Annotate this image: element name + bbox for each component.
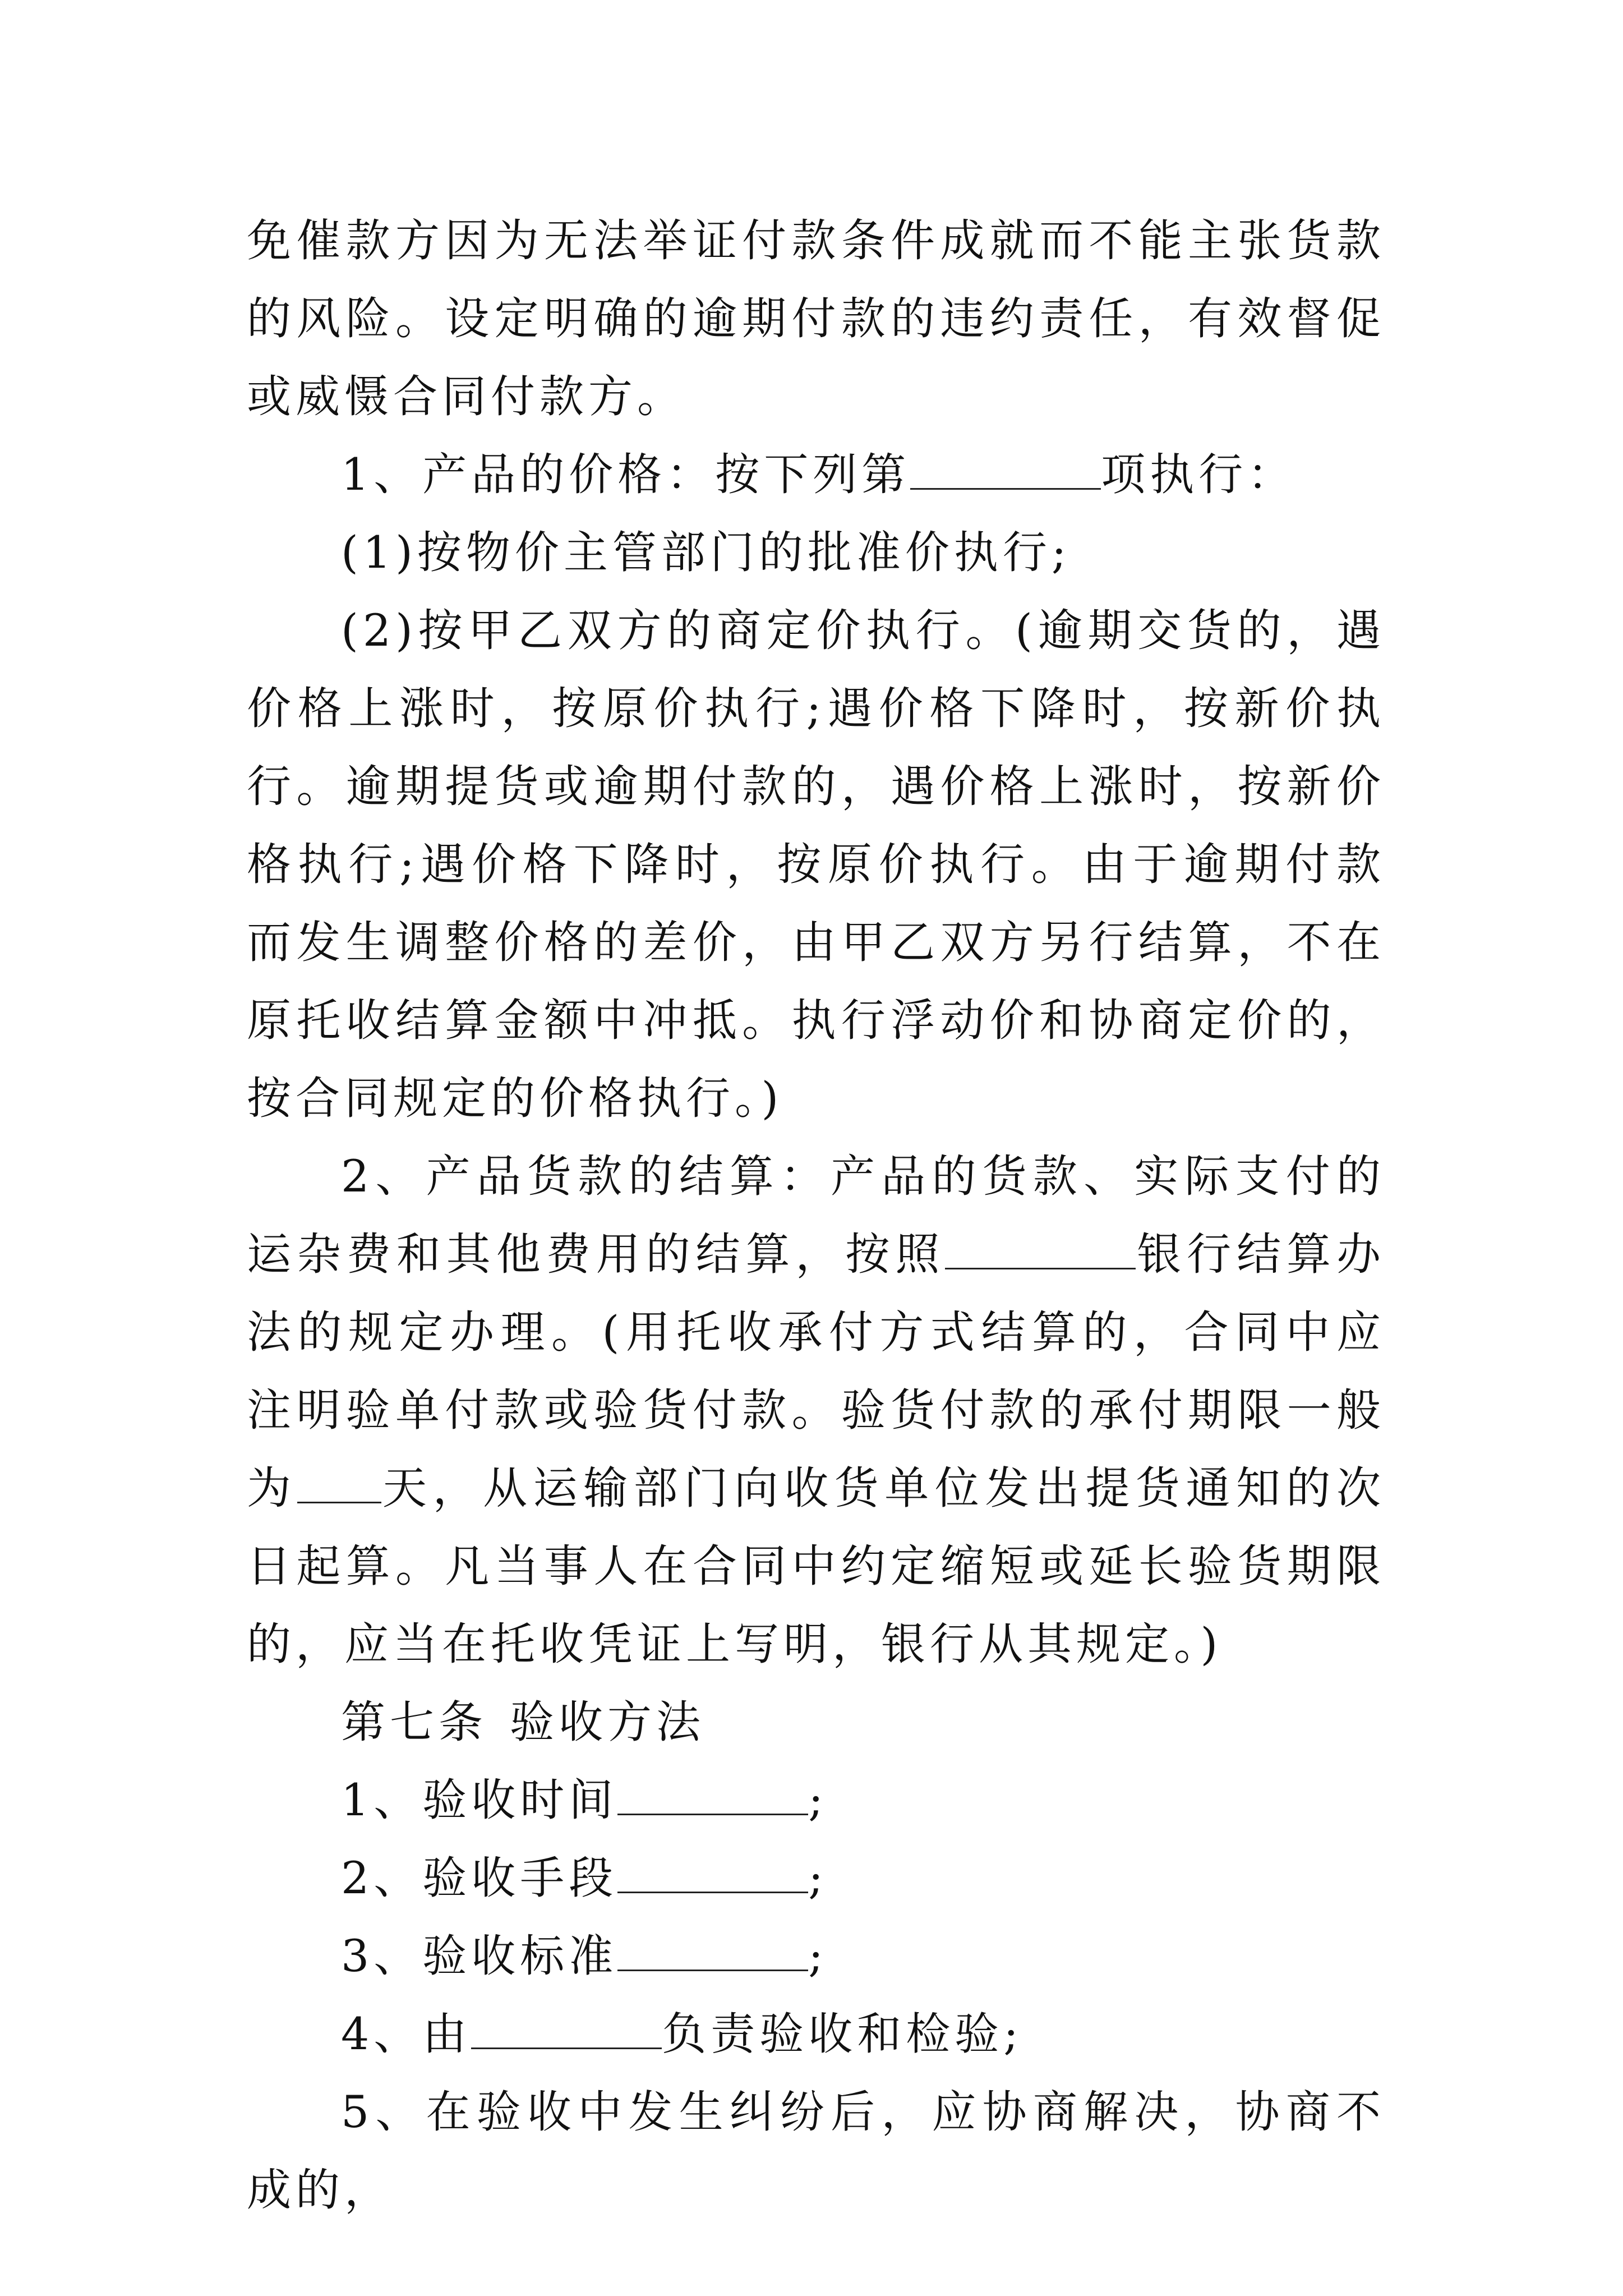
price-clause-suffix: 项执行： [1101, 449, 1297, 500]
acceptance-time-item [247, 1761, 1385, 1839]
price-clause-label: 1、产品的价格：按下列第 [341, 449, 911, 500]
intro-text: 免催款方因为无法举证付款条件成就而不能主张货款的风险。设定明确的逾期付款的违约责任，有效督促或威慑合同付款方。 [247, 215, 1385, 422]
acceptance-responsible-item [247, 1995, 1385, 2073]
price-option-1-text: (1)按物价主管部门的批准价执行; [341, 527, 1071, 578]
price-option-blank[interactable] [910, 449, 1101, 490]
article-7-heading [247, 1683, 1385, 1761]
settlement-text-end: 天，从运输部门向收货单位发出提货通知的次日起算。凡当事人在合同中约定缩短或延长验货期限的，应当在托收凭证上写明，银行从其规定。) [247, 1462, 1386, 1670]
price-option-2-text: (2)按甲乙双方的商定价执行。(逾期交货的，遇价格上涨时，按原价执行;遇价格下降时，按新价执行。逾期提货或逾期付款的，遇价格上涨时，按新价格执行;遇价格下降时，按原价执行。由于逾期付款而发生调整价格的差价，由甲乙双方另行结算，不在原托收结算金额中冲抵。执行浮动价和协商定价的，按合同规定的价格执行。) [247, 605, 1385, 1124]
acceptance-means-blank[interactable] [617, 1852, 808, 1893]
settlement-text-start: 2、产品货款的结算：产品的货款、实际支付的运杂费和其他费用的结算，按照 [247, 1151, 1385, 1280]
bank-name-blank[interactable] [945, 1228, 1136, 1269]
document-body [247, 202, 1385, 2229]
acceptance-time-label: 1、验收时间 [341, 1774, 618, 1826]
acceptance-responsible-suffix: 负责验收和检验; [662, 2008, 1023, 2060]
acceptance-means-item [247, 1839, 1385, 1917]
acceptance-dispute-item [247, 2073, 1385, 2229]
article-7-number: 第七条 [341, 1696, 487, 1748]
responsible-party-blank[interactable] [471, 2008, 662, 2049]
acceptance-means-label: 2、验收手段 [341, 1852, 618, 1904]
intro-paragraph [247, 202, 1385, 436]
settlement-clause [247, 1138, 1385, 1683]
article-7-title: 验收方法 [510, 1696, 705, 1748]
acceptance-time-blank[interactable] [617, 1774, 808, 1815]
acceptance-standard-label: 3、验收标准 [341, 1930, 618, 1982]
price-option-2 [247, 592, 1385, 1138]
acceptance-standard-item [247, 1917, 1385, 1995]
acceptance-standard-blank[interactable] [617, 1930, 808, 1971]
acceptance-days-blank[interactable] [297, 1462, 381, 1503]
price-option-1 [247, 514, 1385, 592]
acceptance-standard-suffix: ; [808, 1930, 828, 1982]
price-clause [247, 436, 1385, 514]
acceptance-dispute-text: 5、在验收中发生纠纷后，应协商解决，协商不成的， [247, 2086, 1385, 2216]
acceptance-responsible-label: 4、由 [341, 2008, 472, 2060]
settlement-text-middle: 银行结算办法的规定办理。(用托收承付方式结算的，合同中应注明验单付款或验货付款。验货付款的承付期限一般为 [247, 1228, 1386, 1514]
acceptance-time-suffix: ; [808, 1774, 828, 1826]
acceptance-means-suffix: ; [808, 1852, 828, 1904]
